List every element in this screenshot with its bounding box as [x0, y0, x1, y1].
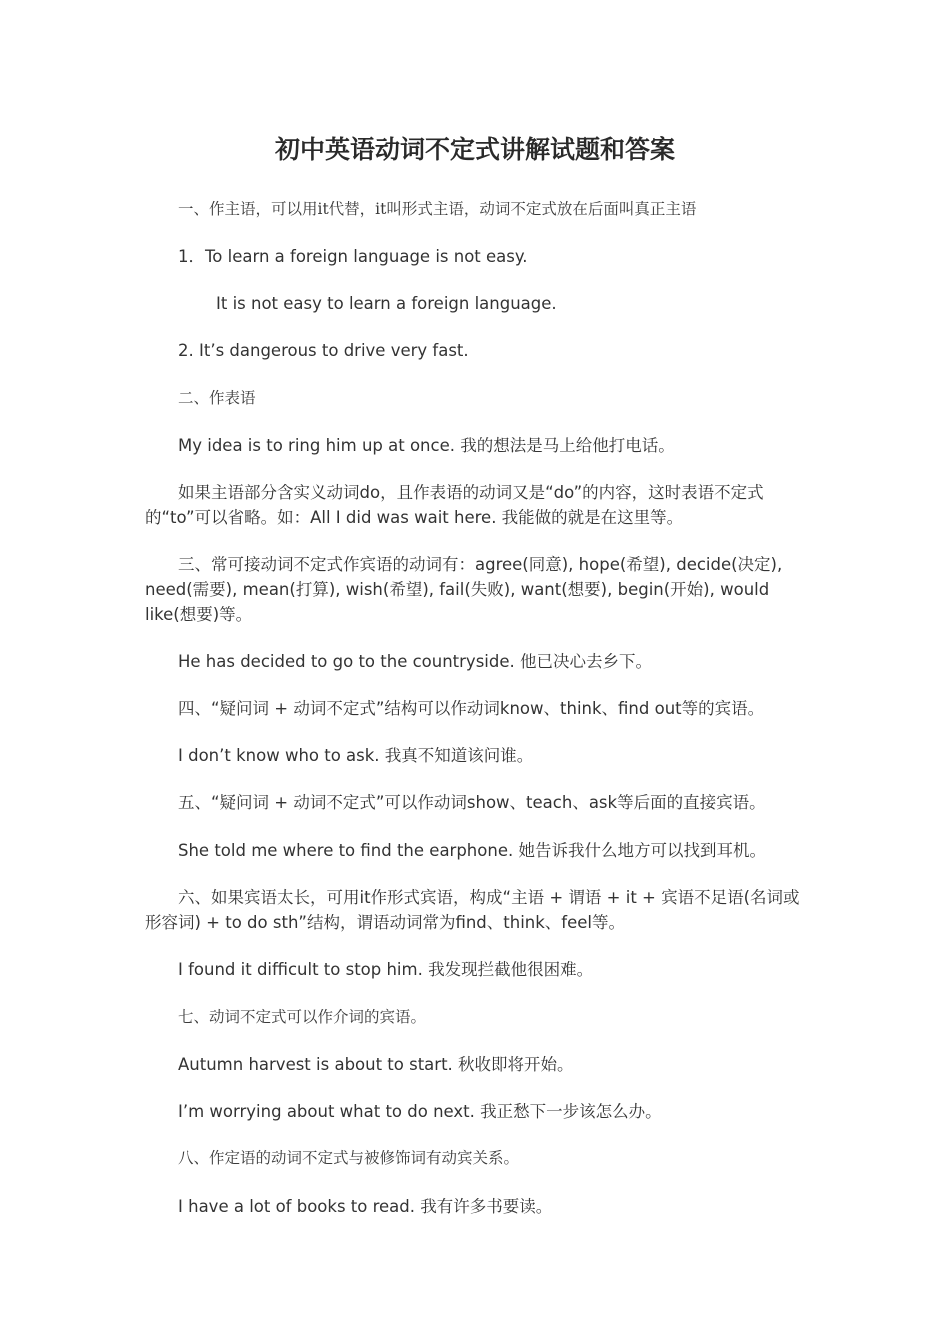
example-sentence: It is not easy to learn a foreign language.: [216, 294, 557, 313]
section-heading-2: 二、作表语: [178, 389, 256, 407]
section-heading-6: 六、如果宾语太长，可用it作形式宾语，构成“主语 + 谓语 + it + 宾语不足语(名词或形容词) + to do sth”结构，谓语动词常为find、think、feel等。: [145, 888, 800, 932]
section-heading-7: 七、动词不定式可以作介词的宾语。: [178, 1008, 427, 1026]
example-sentence: He has decided to go to the countryside. 他已决心去乡下。: [178, 652, 652, 671]
section-heading-5: 五、“疑问词 + 动词不定式”可以作动词show、teach、ask等后面的直接宾语。: [178, 793, 766, 812]
section-heading-8: 八、作定语的动词不定式与被修饰词有动宾关系。: [178, 1149, 520, 1167]
example-sentence: Autumn harvest is about to start. 秋收即将开始。: [178, 1055, 574, 1074]
example-sentence: 2. It’s dangerous to drive very fast.: [178, 341, 469, 360]
document-title: 初中英语动词不定式讲解试题和答案: [274, 135, 675, 164]
example-sentence: 1．To learn a foreign language is not easy.: [178, 247, 528, 266]
section-heading-1: 一、作主语，可以用it代替，it叫形式主语，动词不定式放在后面叫真正主语: [178, 200, 697, 218]
example-sentence: My idea is to ring him up at once. 我的想法是马上给他打电话。: [178, 436, 675, 455]
section-heading-3: 三、常可接动词不定式作宾语的动词有：agree(同意), hope(希望), decide(决定), need(需要), mean(打算), wish(希望), fail(失败), want(想要), begin(开始), would like(想要)等。: [145, 555, 783, 624]
explanation-paragraph: 如果主语部分含实义动词do，且作表语的动词又是“do”的内容，这时表语不定式的“to”可以省略。如：All I did was wait here. 我能做的就是在这里等。: [145, 483, 764, 527]
example-sentence: I have a lot of books to read. 我有许多书要读。: [178, 1197, 553, 1216]
example-sentence: I found it difficult to stop him. 我发现拦截他很困难。: [178, 960, 594, 979]
example-sentence: She told me where to find the earphone. 她告诉我什么地方可以找到耳机。: [178, 841, 766, 860]
section-heading-4: 四、“疑问词 + 动词不定式”结构可以作动词know、think、find out等的宾语。: [178, 699, 765, 718]
example-sentence: I don’t know who to ask. 我真不知道该问谁。: [178, 746, 534, 765]
example-sentence: I’m worrying about what to do next. 我正愁下一步该怎么办。: [178, 1102, 662, 1121]
